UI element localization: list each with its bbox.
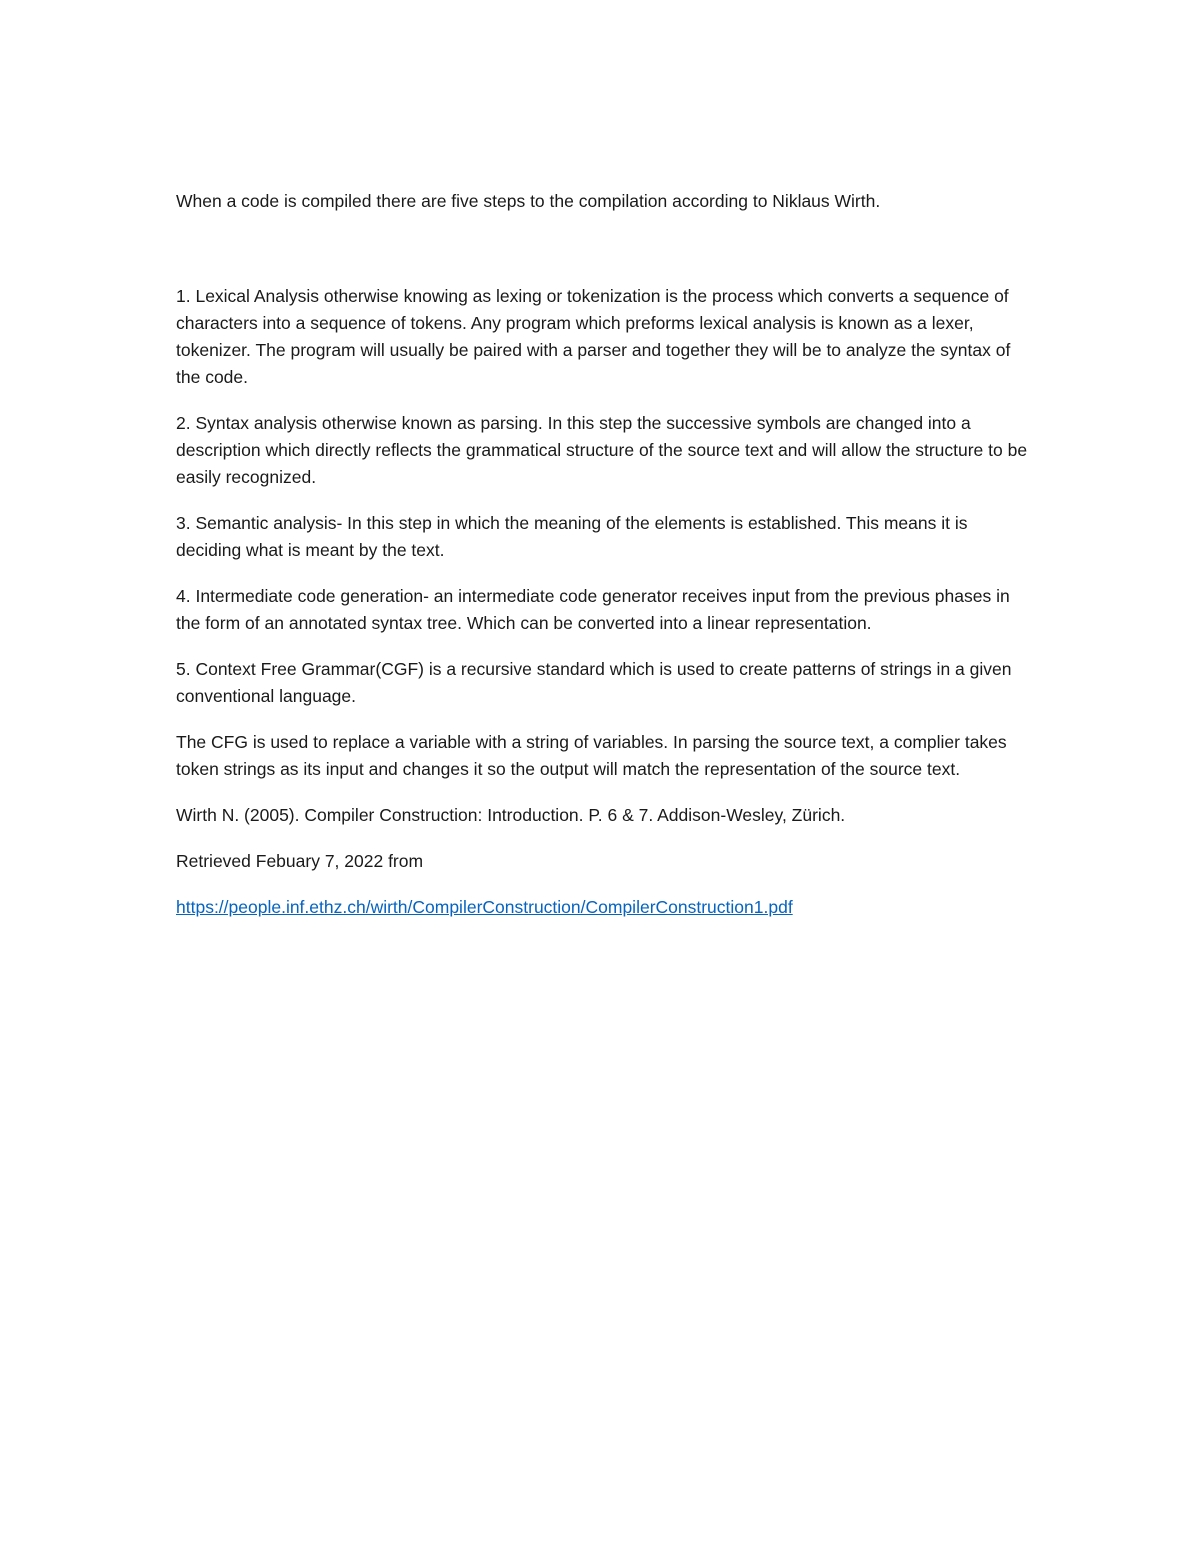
step-4-paragraph: 4. Intermediate code generation- an intermediate code generator receives input from the previous phases in the form of an annotated syntax tree. Which can be converted into a linear representation.: [176, 586, 1010, 633]
citation-paragraph: Wirth N. (2005). Compiler Construction: Introduction. P. 6 & 7. Addison-Wesley, Zürich.: [176, 805, 846, 825]
step-1-paragraph: 1. Lexical Analysis otherwise knowing as lexing or tokenization is the process which converts a sequence of characters into a sequence of tokens. Any program which preforms lexical analysis is known as a lexer, tokenizer. The program will usually be paired with a parser and together they will be to analyze the syntax of the code.: [176, 286, 1011, 387]
link-paragraph: [176, 894, 1036, 921]
step-5-paragraph: 5. Context Free Grammar(CGF) is a recursive standard which is used to create patterns of strings in a given conventional language.: [176, 659, 1012, 706]
document-body: [176, 188, 1036, 921]
cfg-note-paragraph: The CFG is used to replace a variable with a string of variables. In parsing the source text, a complier takes token strings as its input and changes it so the output will match the representation of the source text.: [176, 732, 1007, 779]
step-2-paragraph: 2. Syntax analysis otherwise known as parsing. In this step the successive symbols are changed into a description which directly reflects the grammatical structure of the source text and will allow the structure to be easily recognized.: [176, 413, 1028, 487]
intro-paragraph: When a code is compiled there are five steps to the compilation according to Niklaus Wirth.: [176, 191, 881, 211]
retrieved-paragraph: Retrieved Febuary 7, 2022 from: [176, 851, 424, 871]
source-link[interactable]: https://people.inf.ethz.ch/wirth/CompilerConstruction/CompilerConstruction1.pdf: [176, 897, 793, 917]
step-3-paragraph: 3. Semantic analysis- In this step in which the meaning of the elements is established. This means it is deciding what is meant by the text.: [176, 513, 968, 560]
